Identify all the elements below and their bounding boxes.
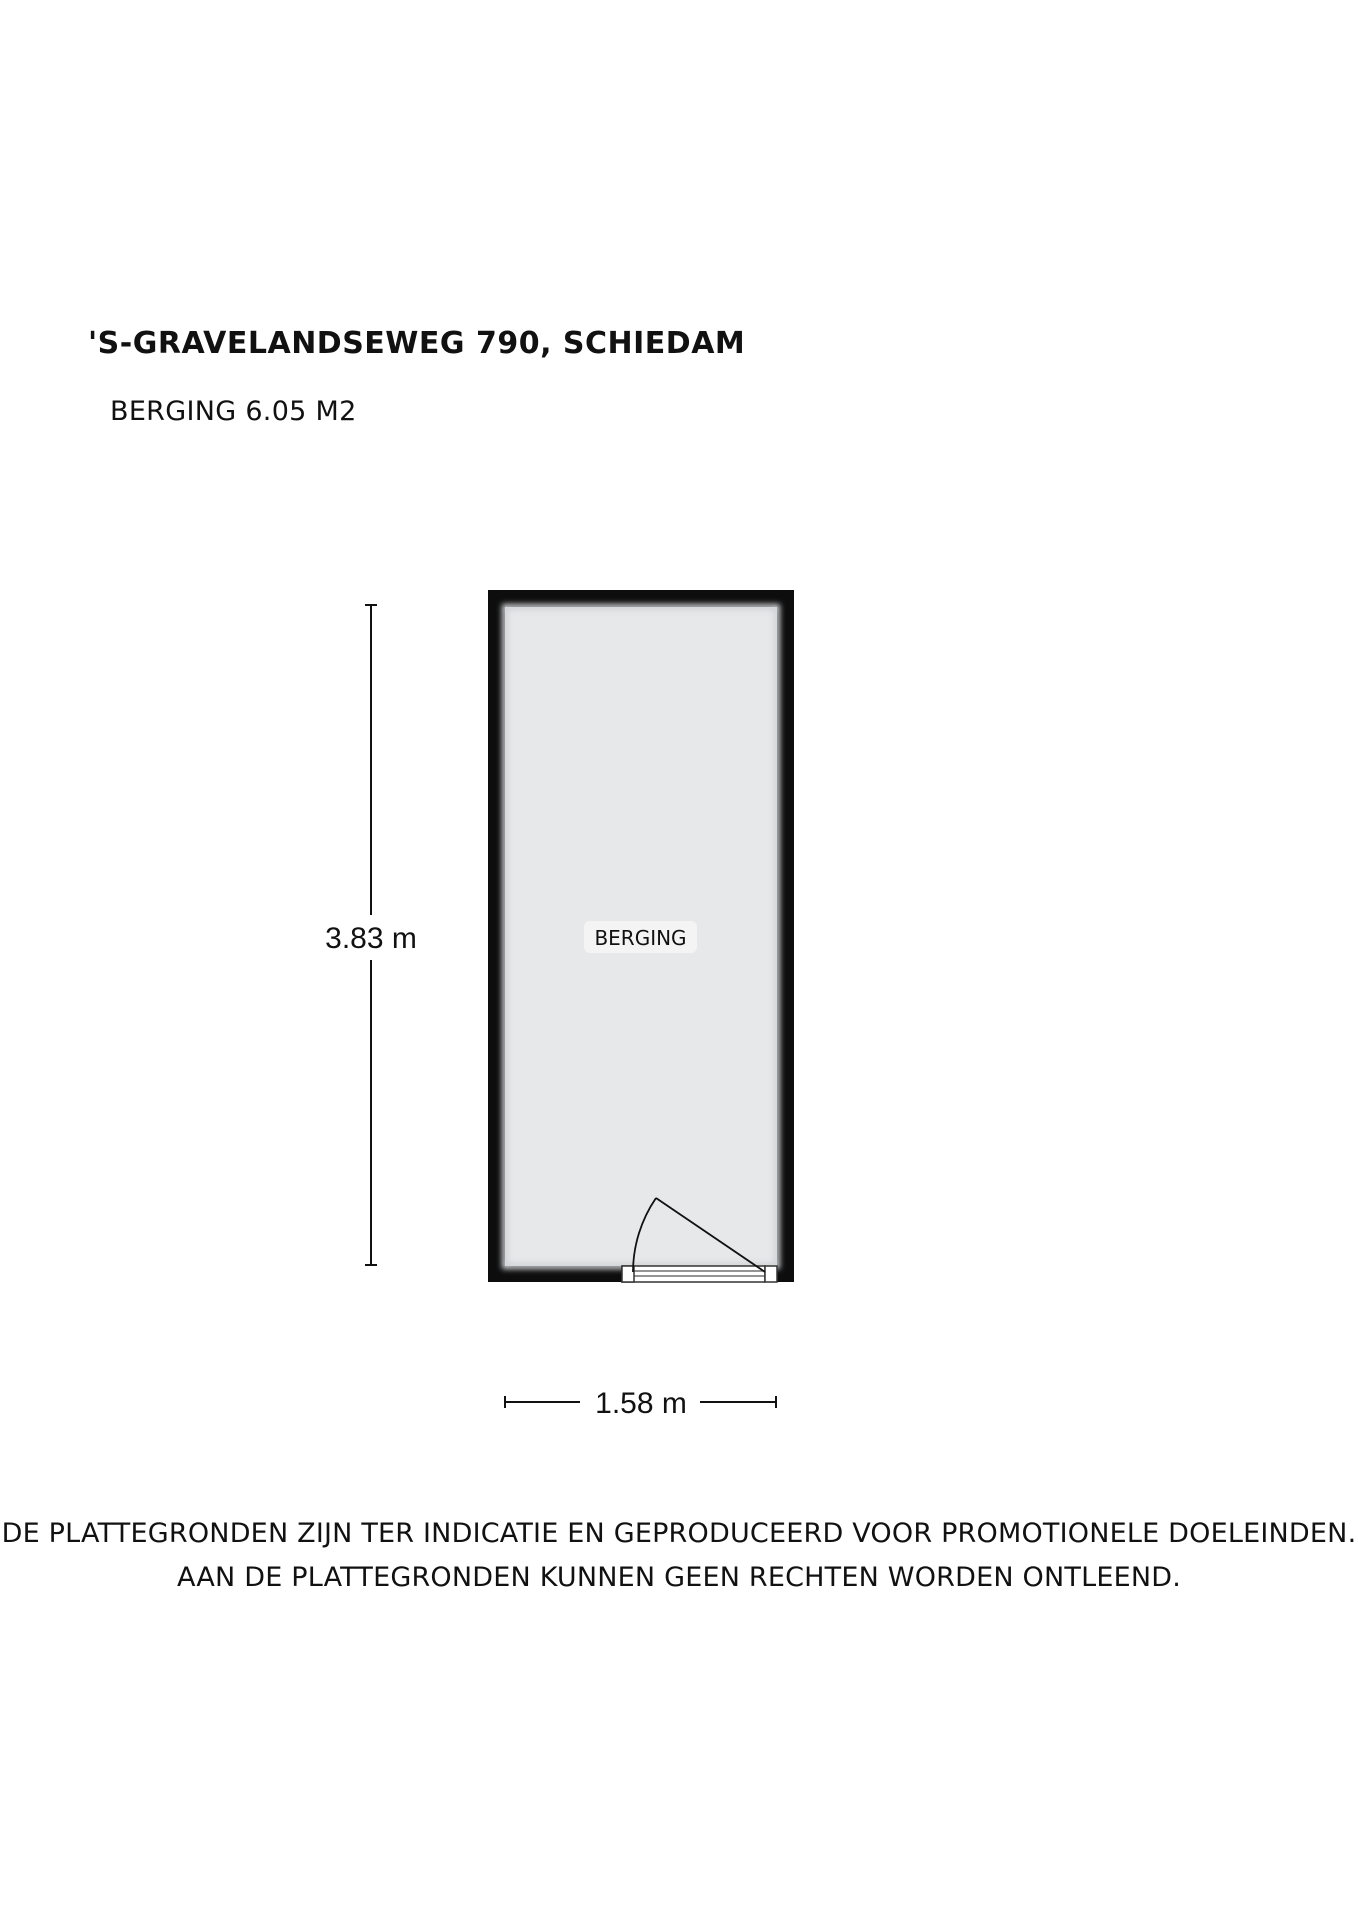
height-dimension-label: 3.83 m [325, 922, 417, 955]
page-subtitle: BERGING 6.05 M2 [110, 396, 357, 427]
disclaimer-line-1: DE PLATTEGRONDEN ZIJN TER INDICATIE EN GEPRODUCEERD VOOR PROMOTIONELE DOELEINDEN. [1, 1518, 1357, 1549]
page-title: 'S-GRAVELANDSEWEG 790, SCHIEDAM [88, 326, 746, 361]
room-label: BERGING [594, 926, 687, 950]
width-dimension-label: 1.58 m [595, 1387, 687, 1420]
disclaimer-line-2: AAN DE PLATTEGRONDEN KUNNEN GEEN RECHTEN WORDEN ONTLEEND. [176, 1562, 1182, 1593]
